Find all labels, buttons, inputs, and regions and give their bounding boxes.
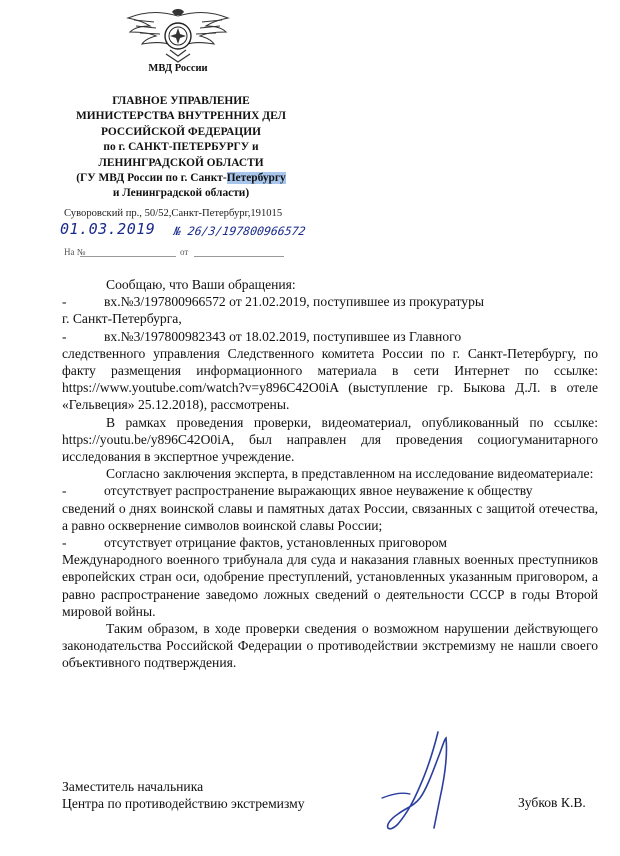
signer-title-line: Заместитель начальника [62, 779, 204, 794]
list-dash: - [62, 294, 67, 310]
list-item-text: отсутствует отрицание фактов, установленных приговором [104, 535, 447, 551]
list-item-continuation: сведений о днях воинской славы и памятных датах России, связанных с защитой отечества, а равно осквернение символов воинской славы России; [62, 500, 598, 533]
reference-line [64, 247, 284, 261]
list-item-continuation: Международного военного трибунала для суда и наказания главных военных преступников европейских стран оси, одобрение преступлений, установленных указанным приговором, а равно распространение заведомо ложных сведений о деятельности СССР в годы Второй мировой войны. [62, 552, 598, 619]
agency-abbreviation [52, 171, 310, 186]
registration-line [58, 218, 318, 246]
ot-label: от [180, 247, 189, 257]
abbr-highlight: Петербургу [226, 172, 286, 185]
divider [80, 256, 176, 257]
header-line: ГЛАВНОЕ УПРАВЛЕНИЕ [112, 95, 250, 107]
divider [194, 256, 284, 257]
handwritten-date: 01.03.2019 [60, 220, 156, 238]
list-item-text: вх.№3/197800966572 от 21.02.2019, поступившее из прокуратуры [104, 294, 485, 310]
abbr-prefix: (ГУ МВД России по г. Санкт- [76, 172, 227, 185]
letter-body [62, 276, 598, 672]
header-line: по г. САНКТ-ПЕТЕРБУРГУ и [103, 141, 259, 154]
list-item-continuation: следственного управления Следственного комитета России по г. Санкт-Петербургу, по факту размещения информационного материала в сети Интернет по ссылке: https://www.youtube.com/watch?v=y896C42O0iA (выступление гр. Быкова Д.Л. в отеле «Гельвеция» 25.12.2018), рассмотрены. [62, 345, 598, 413]
header-line: РОССИЙСКОЙ ФЕДЕРАЦИИ [101, 125, 261, 138]
conclusion-paragraph: Таким образом, в ходе проверки сведения о возможном нарушении действующего законодательства Российской Федерации о противодействии экстремизму не нашли своего объективного подтверждения. [62, 621, 598, 671]
list-item [62, 482, 598, 499]
signer-title-line: Центра по противодействию экстремизму [62, 796, 305, 811]
list-dash: - [62, 483, 67, 499]
intro-paragraph: Сообщаю, что Ваши обращения: [106, 277, 296, 292]
signer-name: Зубков К.В. [518, 795, 586, 810]
list-dash: - [62, 328, 67, 344]
na-label: На № [64, 247, 86, 257]
mvd-emblem-icon [124, 6, 232, 64]
list-item [62, 328, 598, 345]
handwritten-number: № 26/3/197800966572 [173, 224, 307, 238]
list-item-text: вх.№3/197800982343 от 18.02.2019, поступившее из Главного [104, 328, 462, 344]
header-line: МИНИСТЕРСТВА ВНУТРЕННИХ ДЕЛ [75, 110, 287, 123]
handwritten-signature-icon [368, 728, 488, 838]
agency-short-name: МВД России [148, 63, 208, 74]
list-item-continuation: г. Санкт-Петербурга, [62, 311, 182, 327]
agency-full-name [52, 94, 310, 202]
list-item-text: отсутствует распространение выражающих явное неуважение к обществу [104, 483, 533, 499]
agency-address: Суворовский пр., 50/52,Санкт-Петербург,191015 [64, 208, 283, 219]
abbr-suffix: и Ленинградской области) [112, 187, 250, 200]
list-item [62, 534, 598, 551]
signer-title [62, 778, 305, 812]
list-dash: - [62, 535, 67, 551]
expert-paragraph: Согласно заключения эксперта, в представленном на исследование видеоматериале: [106, 466, 594, 482]
list-item [62, 293, 598, 310]
check-paragraph: В рамках проведения проверки, видеоматериал, опубликованный по ссылке: https://youtu.be/y896C42O0iA, был направлен для проведения социогуманитарного исследования в экспертное учреждение. [62, 414, 598, 465]
header-line: ЛЕНИНГРАДСКОЙ ОБЛАСТИ [98, 156, 264, 169]
